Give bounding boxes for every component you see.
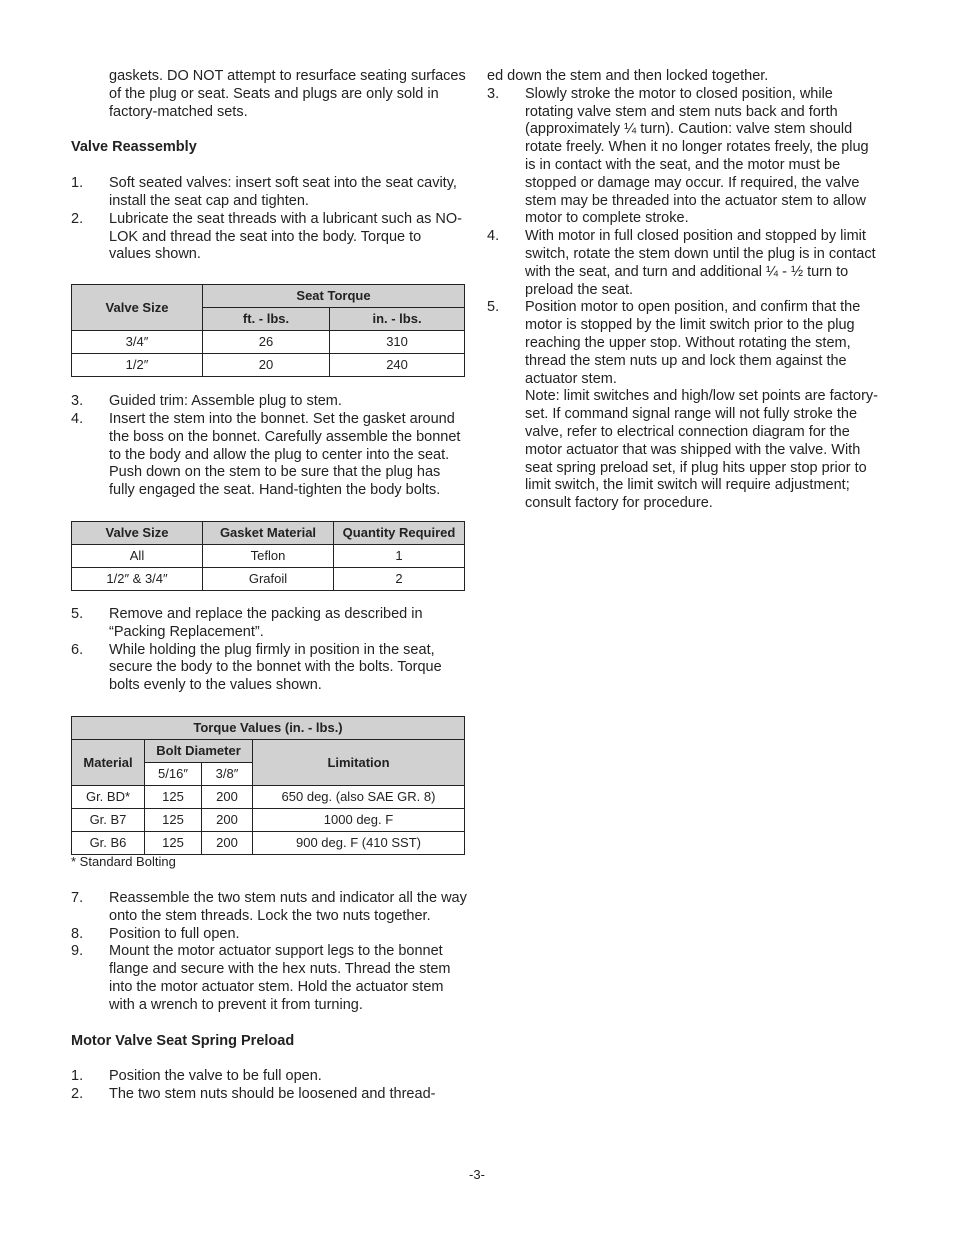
step-text: Insert the stem into the bonnet. Set the gasket around the boss on the bonnet. Carefully assemble the bonnet to the body and allow the plug to center into the seat. Push down on the stem to be sure that the plug has fully engaged the seat. Hand-tighten the body bolts. [109, 410, 461, 499]
table-cell: 26 [203, 331, 330, 354]
table-footnote: * Standard Bolting [71, 853, 176, 869]
table-header: Quantity Required [334, 521, 465, 544]
preload-steps-continued [487, 86, 883, 389]
table-cell: Gr. B6 [72, 831, 145, 854]
list-item [487, 299, 883, 388]
table-cell: 1/2″ [72, 354, 203, 377]
table-row [72, 354, 465, 377]
table-cell: Gr. BD* [72, 785, 145, 808]
step-number: 1. [71, 1068, 84, 1085]
right-column [487, 68, 883, 513]
step-text: Soft seated valves: insert soft seat into the seat cavity, install the seat cap and tighten. [109, 175, 457, 209]
table-cell: 2 [334, 567, 465, 590]
spring-preload-heading: Motor Valve Seat Spring Preload [71, 1032, 295, 1049]
step-number: 5. [71, 605, 84, 622]
list-item [71, 642, 467, 695]
step-text: Mount the motor actuator support legs to the bonnet flange and secure with the hex nuts. Thread the stem into the motor actuator stem. Hold the actuator stem with a wrench to prevent it from turning. [109, 943, 451, 1013]
step-number: 2. [71, 1086, 84, 1103]
table-cell: 1 [334, 544, 465, 567]
step-number: 4. [487, 228, 500, 245]
intro-paragraph: gaskets. DO NOT attempt to resurface seating surfaces of the plug or seat. Seats and plugs are only sold in factory-matched sets. [109, 68, 466, 120]
table-row [72, 331, 465, 354]
step-number: 2. [71, 210, 84, 227]
table-cell: 900 deg. F (410 SST) [253, 831, 465, 854]
step-text: While holding the plug firmly in position in the seat, secure the body to the bonnet with the bolts. Torque bolts evenly to the values shown. [109, 641, 442, 694]
table-header: Bolt Diameter [145, 739, 253, 762]
valve-reassembly-heading: Valve Reassembly [71, 139, 197, 156]
table-row [72, 808, 465, 831]
list-item [71, 1086, 467, 1104]
page-number: -3- [469, 1167, 485, 1182]
step-text: Lubricate the seat threads with a lubricant such as NO-LOK and thread the seat into the body. Torque to values shown. [109, 210, 463, 263]
table-cell: 1000 deg. F [253, 808, 465, 831]
table-cell: 650 deg. (also SAE GR. 8) [253, 785, 465, 808]
reassembly-steps-d [71, 890, 467, 1015]
table-cell: All [72, 544, 203, 567]
list-item [71, 175, 467, 211]
table-cell: 5/16″ [145, 762, 202, 785]
table-cell: 1/2″ & 3/4″ [72, 567, 203, 590]
list-item [71, 926, 467, 944]
table-header: in. - lbs. [330, 308, 465, 331]
bolt-torque-table [71, 716, 465, 855]
list-item [487, 86, 883, 228]
step-text: Reassemble the two stem nuts and indicator all the way onto the stem threads. Lock the two nuts together. [109, 889, 467, 924]
gasket-table [71, 521, 465, 591]
step-number: 7. [71, 889, 84, 906]
continuation-text: ed down the stem and then locked together. [487, 68, 769, 84]
table-cell: 20 [203, 354, 330, 377]
reassembly-steps-c [71, 606, 467, 695]
list-item [71, 211, 467, 264]
table-cell: 125 [145, 831, 202, 854]
list-item [71, 943, 467, 1014]
step-number: 8. [71, 925, 84, 942]
reassembly-steps-a [71, 175, 467, 264]
step-text: The two stem nuts should be loosened and thread- [109, 1086, 436, 1103]
note-paragraph: Note: limit switches and high/low set points are factory-set. If command signal range will not fully stroke the valve, refer to electrical connection diagram for the motor actuator that was shipped with the valve. With seat spring preload set, if plug hits upper stop prior to limit switch, the limit switch will require adjustment; consult factory for procedure. [525, 388, 878, 512]
step-text: With motor in full closed position and stopped by limit switch, rotate the stem down until the plug is in contact with the seat, and turn and additional ¼ - ½ turn to preload the seat. [525, 228, 876, 298]
table-header: Seat Torque [203, 285, 465, 308]
list-item [487, 228, 883, 299]
table-header: Valve Size [72, 285, 203, 331]
table-cell: 125 [145, 785, 202, 808]
table-header: Gasket Material [203, 521, 334, 544]
table-header: Material [72, 739, 145, 785]
step-number: 3. [487, 85, 500, 102]
table-cell: 3/4″ [72, 331, 203, 354]
step-text: Slowly stroke the motor to closed position, while rotating valve stem and stem nuts back and forth (approximately ¼ turn). Caution: valve stem should rotate freely. When it no longer rotates freely, the plug is in contact with the seat, and the motor must be stopped or damage may occur. If required, the valve stem may be threaded into the actuator stem to allow motor to complete stroke. [525, 85, 869, 227]
list-item [71, 890, 467, 926]
step-text: Position motor to open position, and confirm that the motor is stopped by the limit switch prior to the plug reaching the upper stop. Without rotating the stem, thread the stem nuts up and lock them against the actuator stem. [525, 299, 861, 387]
table-cell: 200 [202, 785, 253, 808]
table-row [72, 785, 465, 808]
table-cell: Gr. B7 [72, 808, 145, 831]
table-row [72, 567, 465, 590]
step-number: 3. [71, 393, 84, 410]
step-text: Remove and replace the packing as described in “Packing Replacement”. [109, 605, 423, 640]
list-item [71, 411, 467, 500]
table-cell: 310 [330, 331, 465, 354]
step-number: 4. [71, 410, 84, 427]
table-row [72, 544, 465, 567]
step-number: 9. [71, 943, 84, 960]
list-item [71, 606, 467, 642]
step-number: 1. [71, 175, 84, 192]
left-column [71, 68, 467, 1104]
list-item [71, 393, 467, 411]
seat-torque-table [71, 284, 465, 377]
table-header: Valve Size [72, 521, 203, 544]
step-text: Guided trim: Assemble plug to stem. [109, 393, 342, 410]
table-cell: 240 [330, 354, 465, 377]
step-number: 6. [71, 641, 84, 658]
table-cell: 125 [145, 808, 202, 831]
table-cell: Grafoil [203, 567, 334, 590]
step-text: Position the valve to be full open. [109, 1068, 322, 1085]
step-text: Position to full open. [109, 925, 240, 942]
list-item [71, 1068, 467, 1086]
table-cell: 200 [202, 808, 253, 831]
table-cell: 200 [202, 831, 253, 854]
reassembly-steps-b [71, 393, 467, 500]
table-header: ft. - lbs. [203, 308, 330, 331]
table-header: Limitation [253, 739, 465, 785]
table-cell: 3/8″ [202, 762, 253, 785]
step-number: 5. [487, 299, 500, 316]
table-title: Torque Values (in. - lbs.) [72, 716, 465, 739]
table-cell: Teflon [203, 544, 334, 567]
preload-steps [71, 1068, 467, 1104]
table-row [72, 831, 465, 854]
